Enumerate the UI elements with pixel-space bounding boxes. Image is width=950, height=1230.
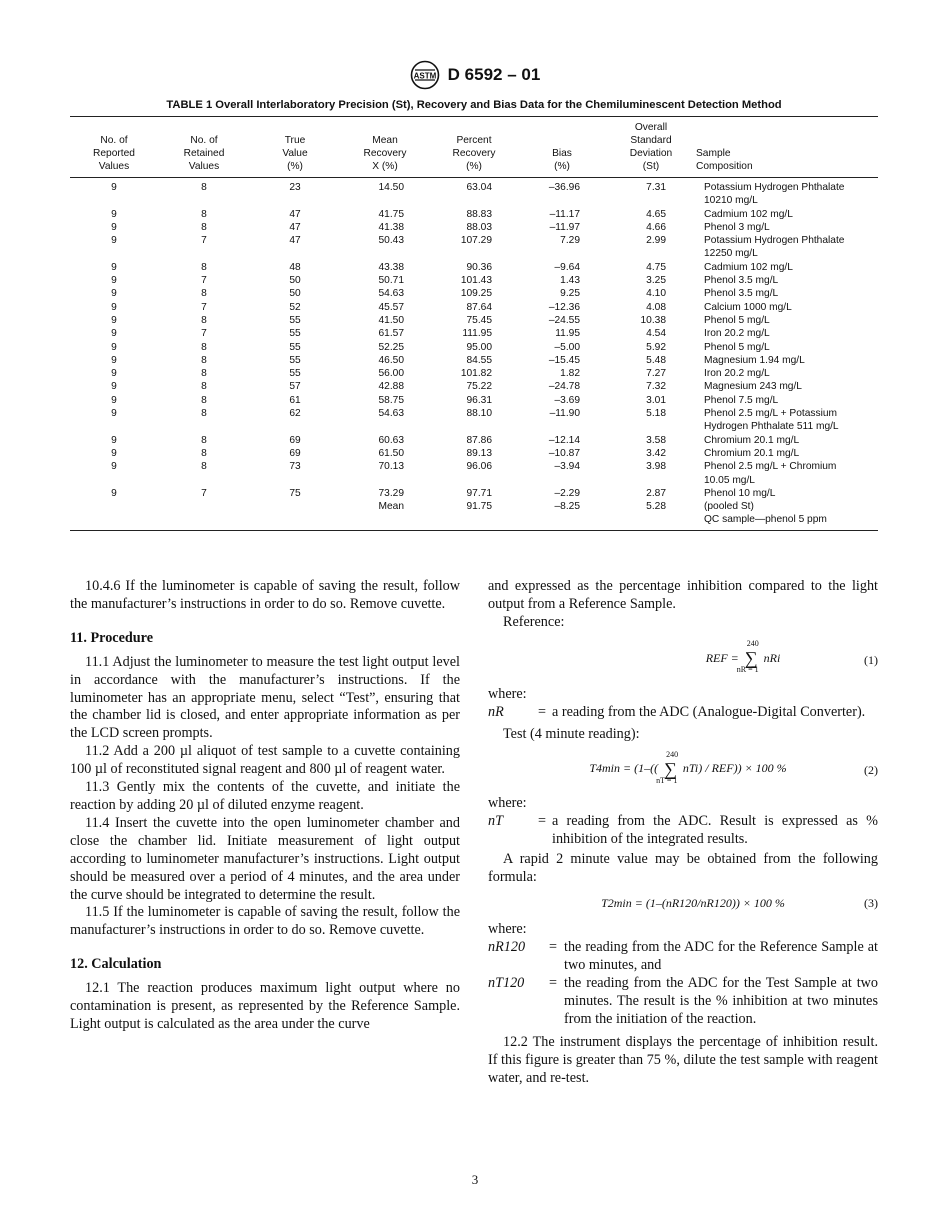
table-cell: 7	[201, 301, 207, 313]
table-cell: 88.03	[466, 221, 492, 233]
table-cell: (pooled St) QC sample—phenol 5 ppm	[704, 501, 827, 526]
paragraph-12-1: 12.1 The reaction produces maximum light output where no contamination is present, as represented by the Reference Sample. Light output is calculated as the area under the curve	[70, 980, 460, 1032]
table-cell: 7	[201, 328, 207, 340]
table-cell: 8	[201, 461, 207, 473]
table-cell: Phenol 5 mg/L	[704, 314, 770, 326]
definition-nT120: nT120 = the reading from the ADC for the Test Sample at two minutes. The result is the % inhibition at two minutes from the initiation of the reaction.	[488, 974, 878, 1027]
table-cell: –24.78	[548, 381, 580, 393]
table-cell: Mean	[378, 501, 404, 513]
table-caption: TABLE 1 Overall Interlaboratory Precision (St), Recovery and Bias Data for the Chemiluminescent Detection Method	[166, 99, 782, 111]
table-cell: –10.87	[548, 447, 580, 459]
table-row	[70, 208, 878, 221]
table-column-header: No. of Reported Values	[93, 135, 135, 172]
rapid-formula-text: A rapid 2 minute value may be obtained from the following formula:	[488, 851, 878, 886]
table-column-header: Bias (%)	[552, 148, 572, 172]
table-cell: –24.55	[548, 314, 580, 326]
table-cell: 9	[111, 354, 117, 366]
table-cell: 3.42	[646, 447, 666, 459]
table-cell: 4.66	[646, 221, 666, 233]
table-cell: 69	[289, 447, 301, 459]
table-cell: 9	[111, 461, 117, 473]
sigma-symbol: ∑ 240 nR = 1	[736, 639, 759, 675]
table-cell: 4.54	[646, 328, 666, 340]
table-cell: Magnesium 243 mg/L	[704, 381, 802, 393]
table-cell: Phenol 2.5 mg/L + Chromium 10.05 mg/L	[704, 461, 837, 486]
table-cell: 8	[201, 221, 207, 233]
table-cell: 4.08	[646, 301, 666, 313]
table-row	[70, 434, 878, 447]
paragraph-11-2: 11.2 Add a 200 µl aliquot of test sample to a cuvette containing 100 µl of reconstituted signal reagent and 800 µl of reagent water.	[70, 743, 460, 778]
table-cell: 9.25	[560, 288, 580, 300]
table-cell: 87.86	[466, 434, 492, 446]
table-cell: 5.28	[646, 501, 666, 513]
table-cell: 9	[111, 275, 117, 287]
table-cell: 42.88	[378, 381, 404, 393]
table-cell: 2.87	[646, 487, 666, 499]
table-row	[70, 287, 878, 300]
table-cell: Calcium 1000 mg/L	[704, 301, 792, 313]
test-label: Test (4 minute reading):	[503, 725, 640, 742]
table-cell: 55	[289, 328, 301, 340]
table-cell: –8.25	[554, 501, 580, 513]
table-cell: 9	[111, 381, 117, 393]
table-cell: 9	[111, 182, 117, 193]
table-row	[70, 487, 878, 500]
paragraph-11-1: 11.1 Adjust the luminometer to measure the test light output level in accordance with the manufacturer’s instructions. If the luminometer has an appropriate menu, select “Test”, ensuring that the chamber lid is closed, and enter appropriate information as per the LCD screen prompts.	[70, 653, 460, 742]
table-cell: Iron 20.2 mg/L	[704, 368, 770, 380]
table-cell: 8	[201, 394, 207, 406]
table-cell: Phenol 3 mg/L	[704, 221, 770, 233]
table-cell: 7.27	[646, 368, 666, 380]
table-cell: 9	[111, 301, 117, 313]
table-cell: 9	[111, 235, 117, 247]
table-row	[70, 460, 878, 487]
table-cell: –12.14	[548, 434, 580, 446]
table-cell: 3.98	[646, 461, 666, 473]
definition-nR120: nR120 = the reading from the ADC for the Reference Sample at two minutes, and	[488, 938, 878, 973]
paragraph-11-3: 11.3 Gently mix the contents of the cuvette, and initiate the reaction by adding 20 µl of diluted enzyme reagent.	[70, 779, 460, 813]
table-row	[70, 178, 878, 208]
table-cell: 87.64	[466, 301, 492, 313]
table-cell: Phenol 7.5 mg/L	[704, 394, 779, 406]
table-cell: 14.50	[378, 182, 404, 193]
table-row	[70, 327, 878, 340]
table-cell: 8	[201, 368, 207, 380]
table-cell: –15.45	[548, 354, 580, 366]
table-cell: 69	[289, 434, 301, 446]
equation-2: T4min = (1–(( ∑ 240 nT = 1 nTi) / REF)) × 100 % (2)	[589, 749, 878, 785]
paragraph-10-4-6: 10.4.6 If the luminometer is capable of saving the result, follow the manufacturer’s instructions in order to do so. Remove cuvette.	[70, 578, 460, 612]
definition-nT: nT = a reading from the ADC. Result is expressed as % inhibition of the integrated results.	[488, 813, 878, 848]
table-column-header: Sample Composition	[696, 148, 753, 172]
table-cell: 7.32	[646, 381, 666, 393]
table-column-header: Mean Recovery X (%)	[363, 135, 407, 172]
table-cell: 52	[289, 301, 301, 313]
table-cell: 5.48	[646, 354, 666, 366]
table-cell: 58.75	[378, 394, 404, 406]
page-number: 3	[471, 1172, 479, 1187]
table-row	[70, 447, 878, 460]
table-cell: 5.18	[646, 408, 666, 420]
table-cell: Phenol 5 mg/L	[704, 341, 770, 353]
table-cell: 4.10	[646, 288, 666, 300]
table-cell: 70.13	[378, 461, 404, 473]
table-cell: 75	[289, 487, 301, 499]
table-cell: 1.43	[560, 275, 580, 287]
paragraph-continuation: and expressed as the percentage inhibition compared to the light output from a Reference Sample.	[488, 578, 878, 612]
table-cell: 48	[289, 261, 301, 273]
equation-3: T2min = (1–(nR120/nR120)) × 100 % (3)	[601, 895, 878, 910]
table-cell	[70, 500, 158, 530]
table-cell: 9	[111, 341, 117, 353]
table-cell: 55	[289, 341, 301, 353]
table-cell: 11.95	[555, 328, 580, 340]
table-cell: 8	[201, 354, 207, 366]
table-cell: Phenol 3.5 mg/L	[704, 288, 779, 300]
table-cell: 41.38	[378, 221, 404, 233]
table-cell: 109.25	[460, 288, 492, 300]
table-cell: 7	[201, 275, 207, 287]
table-cell: –9.64	[554, 261, 580, 273]
table-cell: 4.75	[646, 261, 666, 273]
table-row	[70, 354, 878, 367]
table-cell: 23	[289, 182, 301, 193]
table-cell: 9	[111, 434, 117, 446]
table-cell: 8	[201, 261, 207, 273]
table-cell: 61.57	[378, 328, 404, 340]
document-header	[0, 60, 950, 90]
table-cell: 47	[289, 208, 301, 220]
table-row	[70, 407, 878, 434]
table-cell: 9	[111, 314, 117, 326]
where-label-1: where:	[488, 685, 527, 702]
table-cell: –12.36	[548, 301, 580, 313]
table-cell: 62	[289, 408, 301, 420]
table-cell: 41.75	[378, 208, 404, 220]
table-row	[70, 234, 878, 261]
table-cell: 50	[289, 288, 301, 300]
table-cell: 91.75	[466, 501, 492, 513]
table-cell: 3.01	[646, 394, 666, 406]
table-cell: –11.17	[549, 208, 580, 220]
table-cell	[158, 500, 250, 530]
table-cell: Phenol 3.5 mg/L	[704, 275, 779, 287]
table-cell: 96.06	[466, 461, 492, 473]
table-cell: 111.95	[462, 328, 492, 340]
table-cell: 89.13	[466, 447, 492, 459]
table-row	[70, 314, 878, 327]
table-cell: Cadmium 102 mg/L	[704, 208, 793, 220]
table-cell: 7.31	[646, 182, 666, 193]
table-header-row	[70, 117, 878, 178]
table-cell: 8	[201, 408, 207, 420]
right-column	[488, 578, 878, 1088]
table-cell: –2.29	[554, 487, 580, 499]
table-cell: 55	[289, 354, 301, 366]
table-cell: 41.50	[378, 314, 404, 326]
where-label-3: where:	[488, 920, 527, 937]
table-cell: 5.92	[646, 341, 666, 353]
table-cell: 9	[111, 221, 117, 233]
table-column-header: True Value (%)	[282, 135, 308, 172]
table-cell: Iron 20.2 mg/L	[704, 328, 770, 340]
table-cell: 90.36	[466, 261, 492, 273]
table-cell: 4.65	[646, 208, 666, 220]
table-cell: 10.38	[640, 314, 666, 326]
paragraph-12-2: 12.2 The instrument displays the percentage of inhibition result. If this figure is greater than 75 %, dilute the test sample with reagent water, and re-test.	[488, 1034, 878, 1087]
table-cell: Chromium 20.1 mg/L	[704, 447, 800, 459]
table-cell: 8	[201, 447, 207, 459]
table-cell: 9	[111, 261, 117, 273]
table-cell: 8	[201, 208, 207, 220]
table-cell: –11.90	[549, 408, 580, 420]
table-cell: Potassium Hydrogen Phthalate 12250 mg/L	[704, 235, 845, 260]
table-cell: 7	[201, 487, 207, 499]
definition-nR: nR = a reading from the ADC (Analogue-Digital Converter).	[488, 703, 866, 720]
table-row	[70, 341, 878, 354]
table-cell: 107.29	[460, 235, 492, 247]
table-row	[70, 274, 878, 287]
table-cell	[250, 500, 340, 530]
table-cell: 9	[111, 487, 117, 499]
table-column-header: Overall Standard Deviation (St)	[629, 122, 673, 172]
svg-text:ASTM: ASTM	[413, 71, 437, 81]
table-cell: 43.38	[378, 261, 404, 273]
table-cell: 50.71	[378, 275, 404, 287]
table-cell: 47	[289, 221, 301, 233]
table-cell: 9	[111, 288, 117, 300]
table-cell: 9	[111, 447, 117, 459]
table-cell: 73	[289, 461, 301, 473]
table-cell: 54.63	[378, 408, 404, 420]
table-cell: 7	[201, 235, 207, 247]
table-row	[70, 367, 878, 380]
table-cell: 75.45	[466, 314, 492, 326]
table-cell: –11.97	[549, 221, 580, 233]
table-cell: Potassium Hydrogen Phthalate 10210 mg/L	[704, 182, 845, 207]
table-cell: 61.50	[378, 447, 404, 459]
document-designation: D 6592 – 01	[447, 65, 541, 84]
table-cell: 45.57	[378, 301, 404, 313]
paragraph-11-4: 11.4 Insert the cuvette into the open luminometer chamber and close the chamber lid. Initiate measurement of light output according to luminometer manufacturer’s instructions. Light output should be measured over a period of 4 minutes, and the area under the curve should be integrated to determine the result.	[70, 814, 460, 903]
table-cell: 8	[201, 182, 207, 193]
table-cell: 63.04	[466, 182, 492, 193]
table-cell: 75.22	[466, 381, 492, 393]
table-row	[70, 301, 878, 314]
section-heading-11: 11. Procedure	[70, 629, 154, 646]
table-cell: –3.94	[554, 461, 580, 473]
table-cell: 55	[289, 314, 301, 326]
astm-logo	[410, 60, 440, 90]
paragraph-11-5: 11.5 If the luminometer is capable of saving the result, follow the manufacturer’s instructions in order to do so. Remove cuvette.	[70, 904, 460, 939]
left-column	[70, 578, 460, 1034]
table-cell: 3.58	[646, 434, 666, 446]
table-cell: 3.25	[646, 275, 666, 287]
reference-label: Reference:	[503, 613, 565, 630]
table-cell: Phenol 2.5 mg/L + Potassium Hydrogen Phthalate 511 mg/L	[704, 408, 839, 433]
table-cell: 60.63	[378, 434, 404, 446]
table-cell: 52.25	[378, 341, 404, 353]
table-cell: 88.10	[466, 408, 492, 420]
table-cell: 9	[111, 368, 117, 380]
table-cell: –5.00	[554, 341, 580, 353]
table-cell: 96.31	[466, 394, 492, 406]
table-cell: Chromium 20.1 mg/L	[704, 434, 800, 446]
table-row	[70, 380, 878, 393]
section-heading-12: 12. Calculation	[70, 956, 162, 973]
table-cell: 2.99	[646, 235, 666, 247]
table-cell: 46.50	[378, 354, 404, 366]
where-label-2: where:	[488, 795, 527, 812]
table-cell: 61	[289, 394, 301, 406]
table-row	[70, 394, 878, 407]
table-row	[70, 221, 878, 234]
table-cell: Magnesium 1.94 mg/L	[704, 354, 805, 366]
table-cell: Phenol 10 mg/L	[704, 487, 776, 499]
table-cell: 1.82	[560, 368, 580, 380]
table-cell: 54.63	[378, 288, 404, 300]
table-row	[70, 261, 878, 274]
table-cell: 56.00	[378, 368, 404, 380]
table-cell: 9	[111, 208, 117, 220]
equation-1: REF = ∑ 240 nR = 1 nRi (1)	[705, 639, 878, 675]
table-cell: 50	[289, 275, 301, 287]
sigma-symbol: ∑ 240 nT = 1	[656, 749, 679, 785]
table-cell: 57	[289, 381, 301, 393]
table-cell: 8	[201, 314, 207, 326]
table-cell: 8	[201, 288, 207, 300]
table-cell: 8	[201, 434, 207, 446]
precision-table	[70, 116, 878, 531]
table-cell: 88.83	[466, 208, 492, 220]
table-cell: 97.71	[466, 487, 492, 499]
table-cell: Cadmium 102 mg/L	[704, 261, 793, 273]
table-cell: 101.82	[460, 368, 492, 380]
table-cell: 9	[111, 328, 117, 340]
table-cell: 50.43	[378, 235, 404, 247]
table-cell: 9	[111, 394, 117, 406]
table-cell: –36.96	[548, 182, 580, 193]
table-cell: –3.69	[554, 394, 580, 406]
table-cell: 8	[201, 381, 207, 393]
table-cell: 95.00	[466, 341, 492, 353]
table-cell: 55	[289, 368, 301, 380]
table-row	[70, 500, 878, 530]
table-column-header: Percent Recovery (%)	[452, 135, 496, 172]
table-cell: 8	[201, 341, 207, 353]
table-cell: 101.43	[460, 275, 492, 287]
table-column-header: No. of Retained Values	[183, 135, 225, 172]
table-cell: 47	[289, 235, 301, 247]
table-cell: 73.29	[378, 487, 404, 499]
table-cell: 7.29	[560, 235, 580, 247]
table-cell: 9	[111, 408, 117, 420]
table-cell: 84.55	[466, 354, 492, 366]
